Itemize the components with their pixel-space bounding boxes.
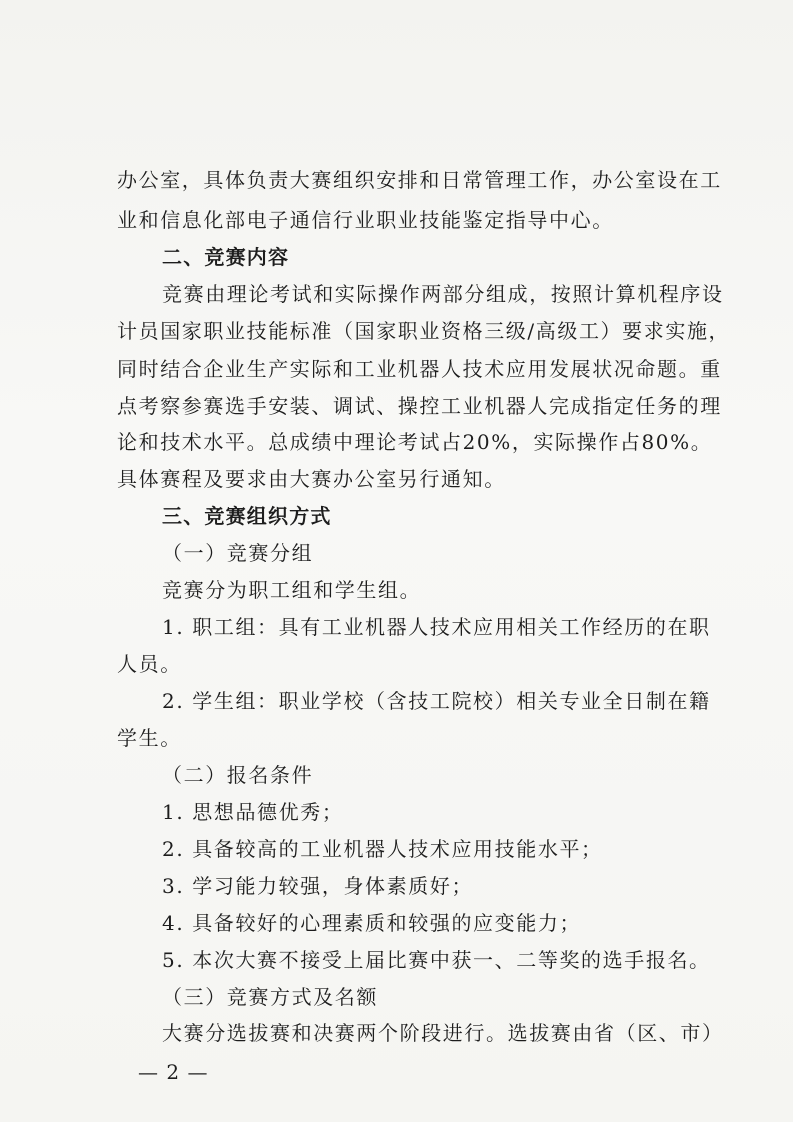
section-heading-2: 二、竞赛内容 — [162, 245, 290, 269]
text-line-22: 5. 本次大赛不接受上届比赛中获一、二等奖的选手报名。 — [162, 948, 711, 972]
section-heading-3: 三、竞赛组织方式 — [162, 504, 332, 528]
text-line-12: 竞赛分为职工组和学生组。 — [162, 578, 422, 602]
text-line-18: 1. 思想品德优秀； — [162, 800, 344, 824]
text-line-8: 论和技术水平。总成绩中理论考试占20%，实际操作占80%。 — [117, 430, 713, 454]
text-line-2: 业和信息化部电子通信行业职业技能鉴定指导中心。 — [117, 208, 614, 232]
text-line-9: 具体赛程及要求由大赛办公室另行通知。 — [117, 467, 506, 491]
subheading-2: （二）报名条件 — [162, 763, 314, 787]
subheading-3: （三）竞赛方式及名额 — [162, 985, 378, 1009]
text-line-6: 同时结合企业生产实际和工业机器人技术应用发展状况命题。重 — [117, 357, 722, 381]
page-number: — 2 — — [138, 1060, 209, 1084]
text-line-21: 4. 具备较好的心理素质和较强的应变能力； — [162, 911, 582, 935]
text-line-7: 点考察参赛选手安装、调试、操控工业机器人完成指定任务的理 — [117, 394, 722, 418]
subheading-1: （一）竞赛分组 — [162, 541, 314, 565]
text-line-4: 竞赛由理论考试和实际操作两部分组成，按照计算机程序设 — [162, 282, 724, 306]
text-line-15: 2. 学生组：职业学校（含技工院校）相关专业全日制在籍 — [162, 689, 711, 713]
text-line-14: 人员。 — [117, 652, 182, 676]
text-line-20: 3. 学习能力较强，身体素质好； — [162, 874, 474, 898]
text-line-19: 2. 具备较高的工业机器人技术应用技能水平； — [162, 837, 603, 861]
text-line-24: 大赛分选拔赛和决赛两个阶段进行。选拔赛由省（区、市） — [162, 1021, 724, 1045]
text-line-5: 计员国家职业技能标准（国家职业资格三级/高级工）要求实施， — [117, 319, 731, 343]
text-line-13: 1. 职工组：具有工业机器人技术应用相关工作经历的在职 — [162, 615, 711, 639]
text-line-1: 办公室，具体负责大赛组织安排和日常管理工作，办公室设在工 — [117, 168, 722, 192]
text-line-16: 学生。 — [117, 726, 182, 750]
